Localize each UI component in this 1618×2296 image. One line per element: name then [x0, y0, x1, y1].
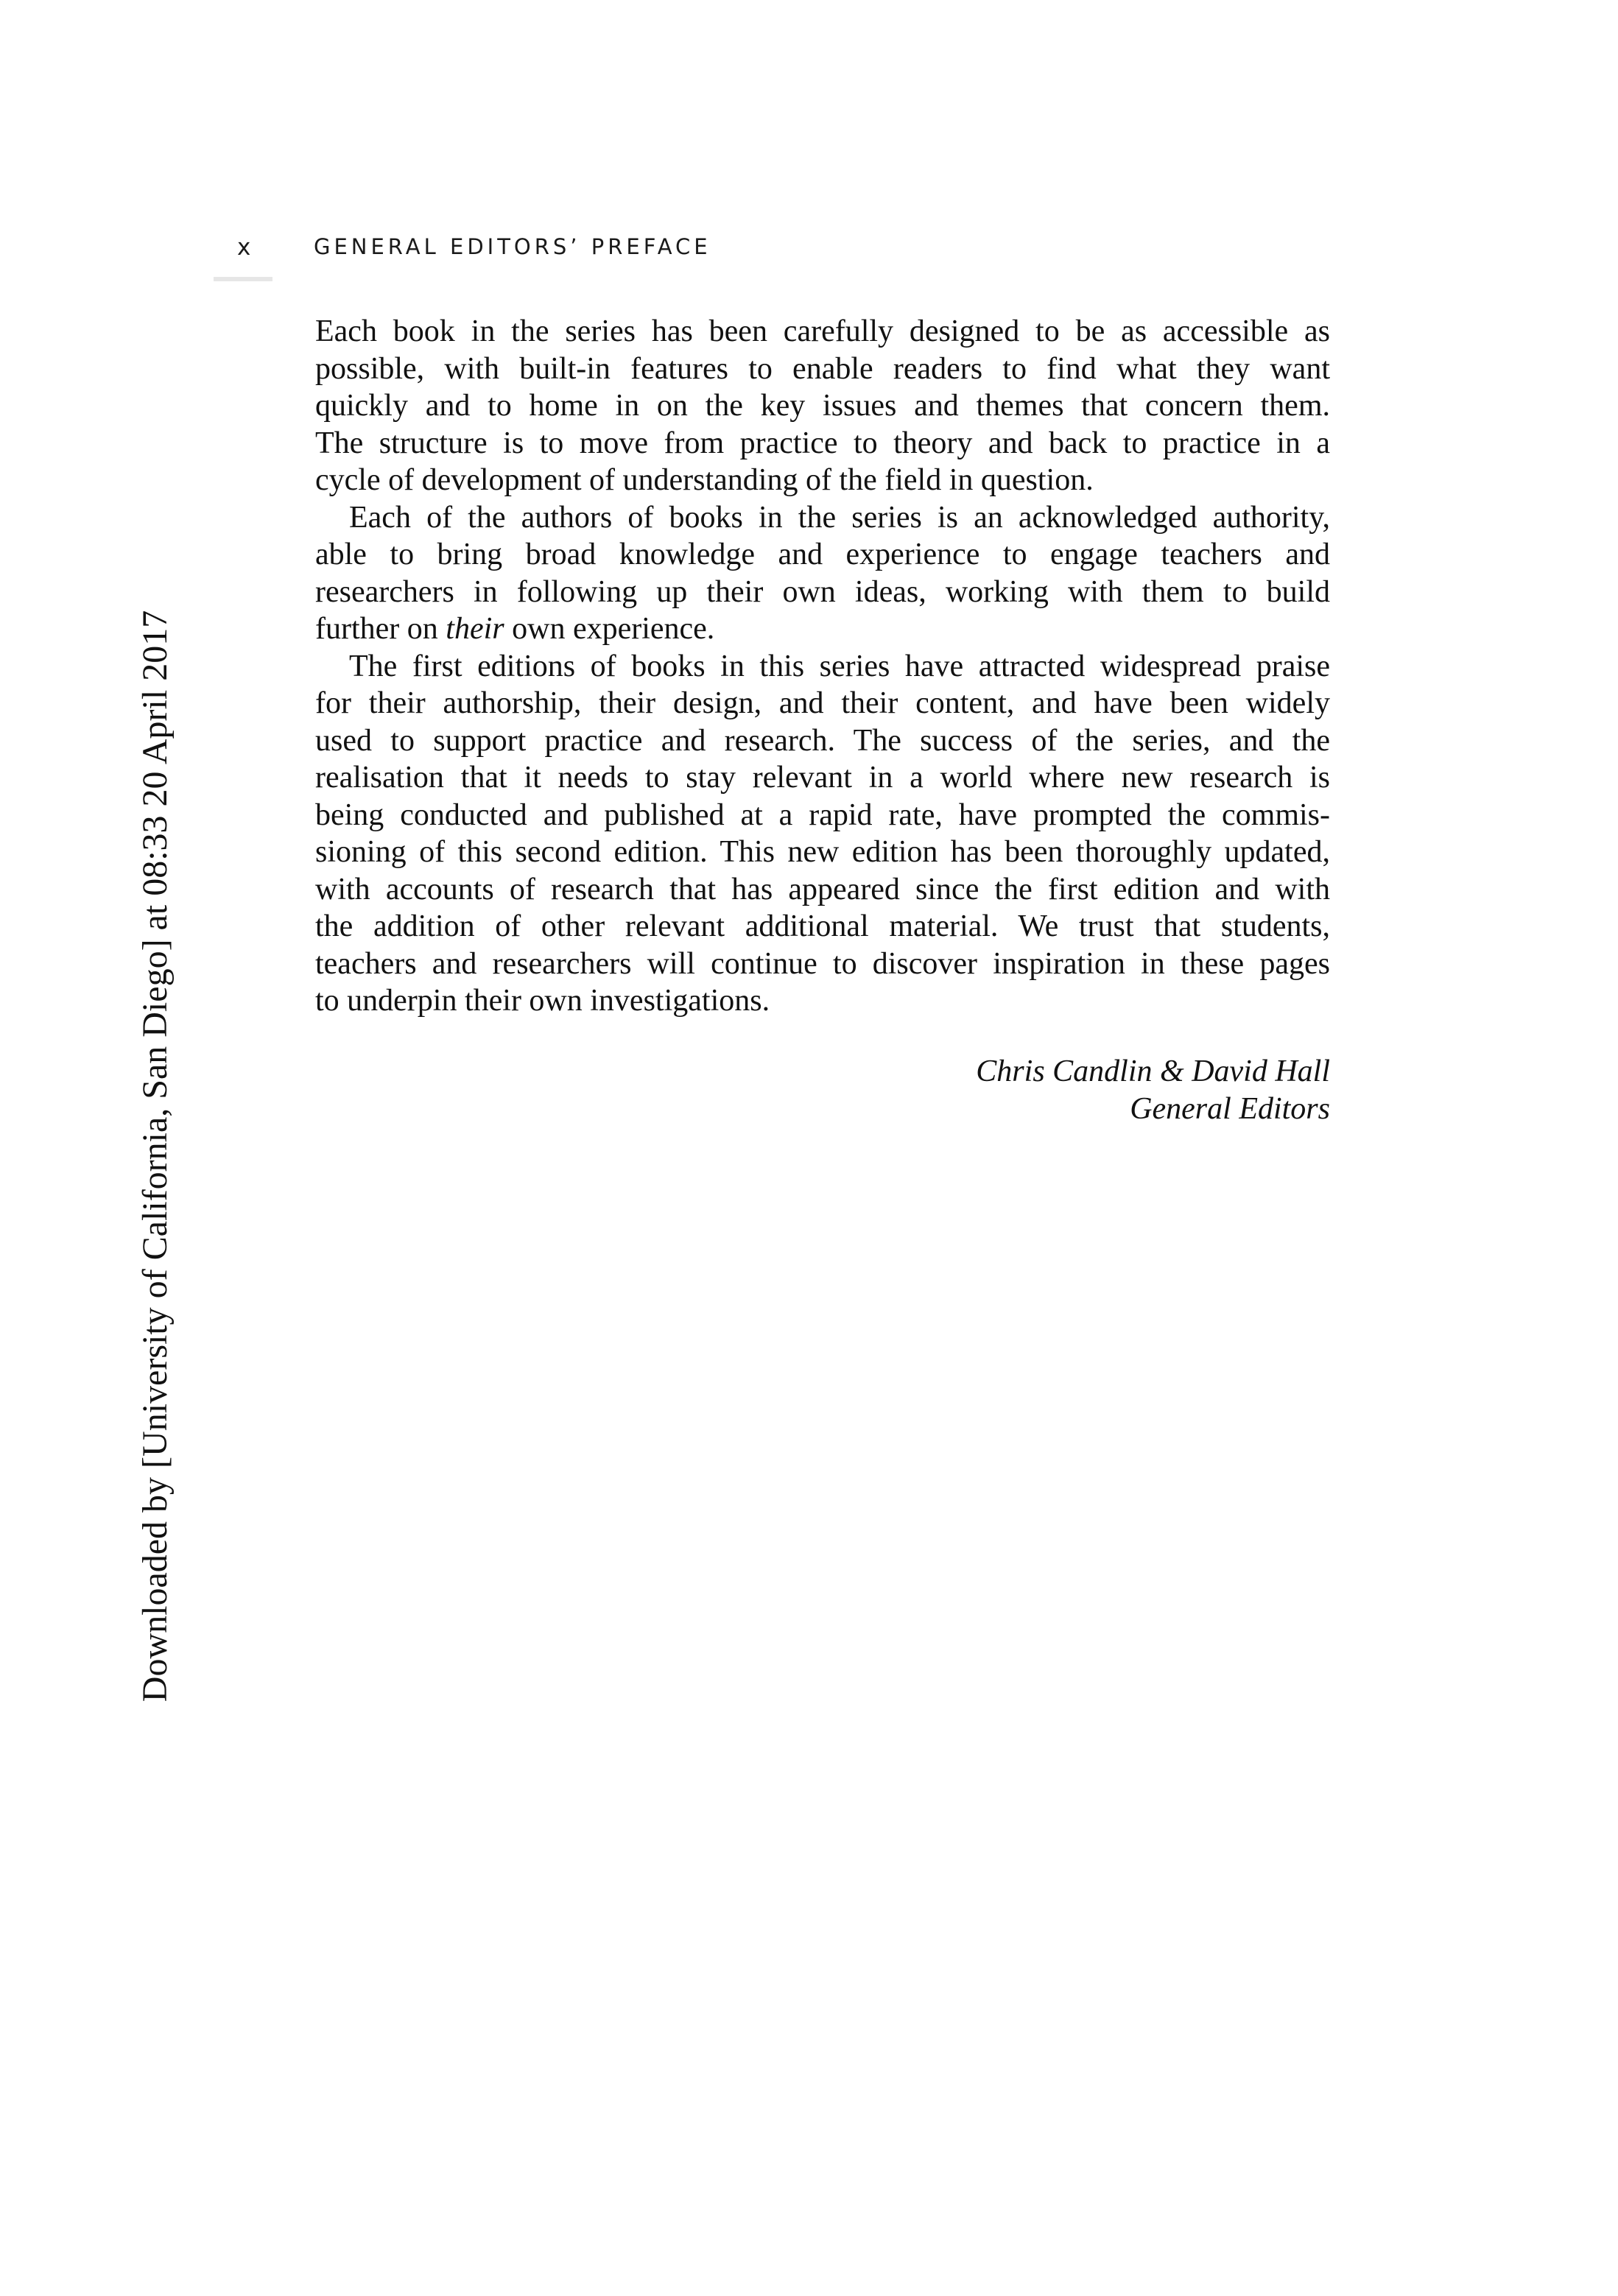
- page-number: x: [237, 234, 253, 261]
- text-line: sioning of this second edition. This new edition has been thoroughly updated,: [315, 835, 1330, 869]
- section-title: GENERAL EDITORS’ PREFACE: [314, 234, 711, 259]
- text-line: The structure is to move from practice to theory and back to practice in a: [315, 426, 1330, 460]
- text-line: possible, with built-in features to enable readers to find what they want: [315, 351, 1330, 386]
- text-line: teachers and researchers will continue to discover inspiration in these pages: [315, 946, 1330, 981]
- paragraph-2: [315, 499, 1330, 648]
- text-line: with accounts of research that has appeared since the first edition and with: [315, 872, 1330, 906]
- running-head: [214, 234, 1333, 271]
- paragraph-1: [315, 313, 1330, 499]
- line-text-after-emphasis: own experience.: [504, 612, 715, 646]
- text-line: used to support practice and research. The success of the series, and the: [315, 723, 1330, 758]
- text-line: cycle of development of understanding of the field in question.: [315, 463, 1094, 497]
- paragraph-3: [315, 648, 1330, 1020]
- signature-block: [810, 1053, 1330, 1127]
- text-line: to underpin their own investigations.: [315, 984, 770, 1018]
- text-line: [315, 610, 1330, 648]
- text-line: able to bring broad knowledge and experience to engage teachers and: [315, 538, 1330, 571]
- text-line: quickly and to home in on the key issues and themes that concern them.: [315, 389, 1330, 423]
- signature-names: Chris Candlin & David Hall: [976, 1054, 1330, 1088]
- signature-role: General Editors: [1130, 1091, 1330, 1126]
- text-line: researchers in following up their own ideas, working with them to build: [315, 574, 1330, 609]
- text-line: Each of the authors of books in the series is an acknowledged authority,: [349, 500, 1330, 535]
- text-line: Each book in the series has been carefully designed to be as accessible as: [315, 314, 1330, 348]
- text-line: The first editions of books in this series have attracted widespread praise: [349, 649, 1330, 683]
- text-line: for their authorship, their design, and their content, and have been widely: [315, 686, 1330, 720]
- text-line: being conducted and published at a rapid rate, have prompted the commis-: [315, 797, 1330, 832]
- download-watermark: Downloaded by [University of California, San Diego] at 08:33 20 April 2017: [136, 610, 175, 1702]
- emphasized-word: their: [446, 612, 504, 646]
- text-line: the addition of other relevant additional material. We trust that students,: [315, 909, 1330, 943]
- line-text-before-emphasis: further on: [315, 612, 446, 646]
- page-number-rule: [214, 277, 272, 281]
- text-line: realisation that it needs to stay relevant in a world where new research is: [315, 761, 1330, 795]
- preface-body: [315, 313, 1330, 1020]
